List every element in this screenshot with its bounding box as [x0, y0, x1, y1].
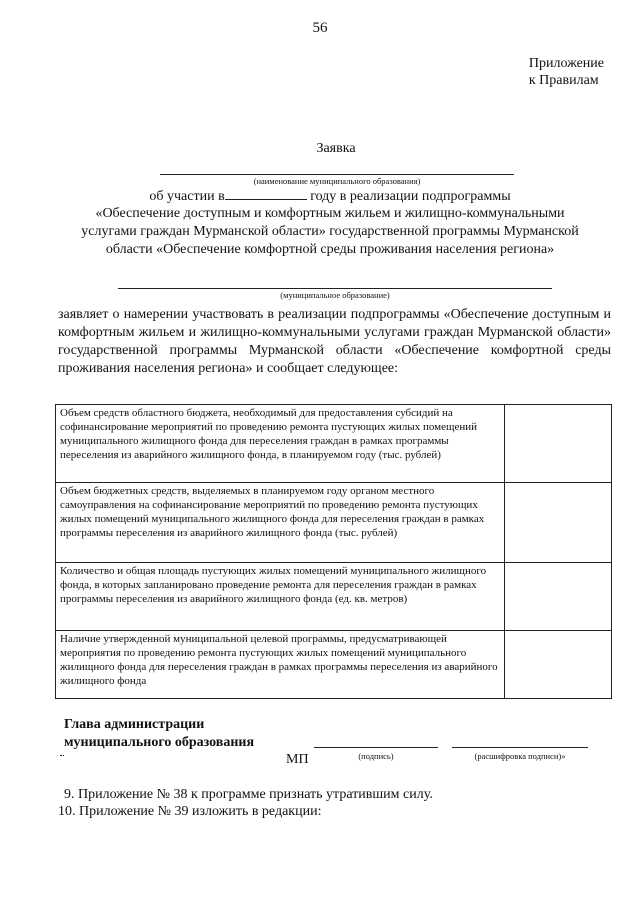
subprogram-line-2: услугами граждан Мурманской области» государственной программы Мурманской	[81, 224, 579, 239]
year-blank	[225, 188, 307, 200]
table-cell-value	[505, 405, 612, 483]
table-cell-value	[505, 483, 612, 563]
municipality-name-line	[160, 174, 514, 175]
municipality-name-caption: (наименование муниципального образования)	[253, 176, 421, 186]
table-cell-description: Объем средств областного бюджета, необходимый для предоставления субсидий на софинансирование мероприятий по проведению ремонта пустующих жилых помещений муниципального жилищного фонда для переселения граждан в рамках программы переселения из аварийного жилищного фонда, в планируемом году (тыс. рублей)	[56, 405, 505, 483]
table-cell-value	[505, 631, 612, 699]
table-row	[56, 405, 612, 483]
table-cell-description: Наличие утвержденной муниципальной целевой программы, предусматривающей мероприятия по проведению ремонта пустующих жилых помещений муниципального жилищного фонда для переселения граждан в рамках программы переселения из аварийного жилищного фонда	[56, 631, 505, 699]
table-row	[56, 631, 612, 699]
footnote-10: 10. Приложение № 39 изложить в редакции:	[58, 804, 322, 819]
signature-line	[314, 747, 438, 748]
table-cell-description: Объем бюджетных средств, выделяемых в планируемом году органом местного самоуправления на софинансирование мероприятий по проведению ремонта пустующих жилых помещений муниципального жилищного фонда для переселения граждан в рамках программы переселения из аварийного жилищного фонда (тыс. рублей)	[56, 483, 505, 563]
table-cell-value	[505, 563, 612, 631]
signatory-line-2: муниципального образования	[64, 735, 255, 750]
document-title: Заявка	[316, 141, 356, 156]
page-number: 56	[312, 20, 328, 36]
municipality-caption: (муниципальное образование)	[280, 290, 390, 300]
appendix-line-1: Приложение	[528, 56, 604, 71]
table-row	[56, 483, 612, 563]
table-cell-description: Количество и общая площадь пустующих жилых помещений муниципального жилищного фонда, в которых запланировано проведение ремонта для переселения граждан в рамках программы переселения из аварийного жилищного фонда (ед. кв. метров)	[56, 563, 505, 631]
appendix-label	[529, 55, 604, 89]
subprogram-line-1: «Обеспечение доступным и комфортным жильем и жилищно-коммунальными	[95, 206, 565, 221]
municipality-line	[118, 288, 552, 289]
appendix-line-2: к Правилам	[528, 73, 599, 88]
signatory-line-1: Глава администрации	[64, 717, 205, 732]
participation-suffix: году в реализации подпрограммы	[310, 189, 511, 204]
signatory-dot	[60, 755, 64, 756]
decoding-caption: (расшифровка подписи)»	[474, 751, 566, 761]
request-table	[55, 404, 612, 699]
participation-prefix: об участии в	[149, 189, 225, 204]
statement-paragraph: заявляет о намерении участвовать в реализации подпрограммы «Обеспечение доступным и комфортным жильем и жилищно-коммунальными услугами граждан Мурманской области» государственной программы Мурманской области «Обеспечение комфортной среды проживания населения региона» и сообщает следующее:	[58, 307, 611, 376]
table-row	[56, 563, 612, 631]
footnote-9: 9. Приложение № 38 к программе признать утратившим силу.	[64, 787, 433, 802]
decoding-line	[452, 747, 588, 748]
signature-caption: (подпись)	[358, 751, 394, 761]
signatory-title	[64, 716, 254, 752]
subprogram-line-3: области «Обеспечение комфортной среды проживания населения региона»	[105, 242, 555, 257]
seal-label: МП	[286, 752, 309, 767]
participation-line	[60, 188, 600, 205]
